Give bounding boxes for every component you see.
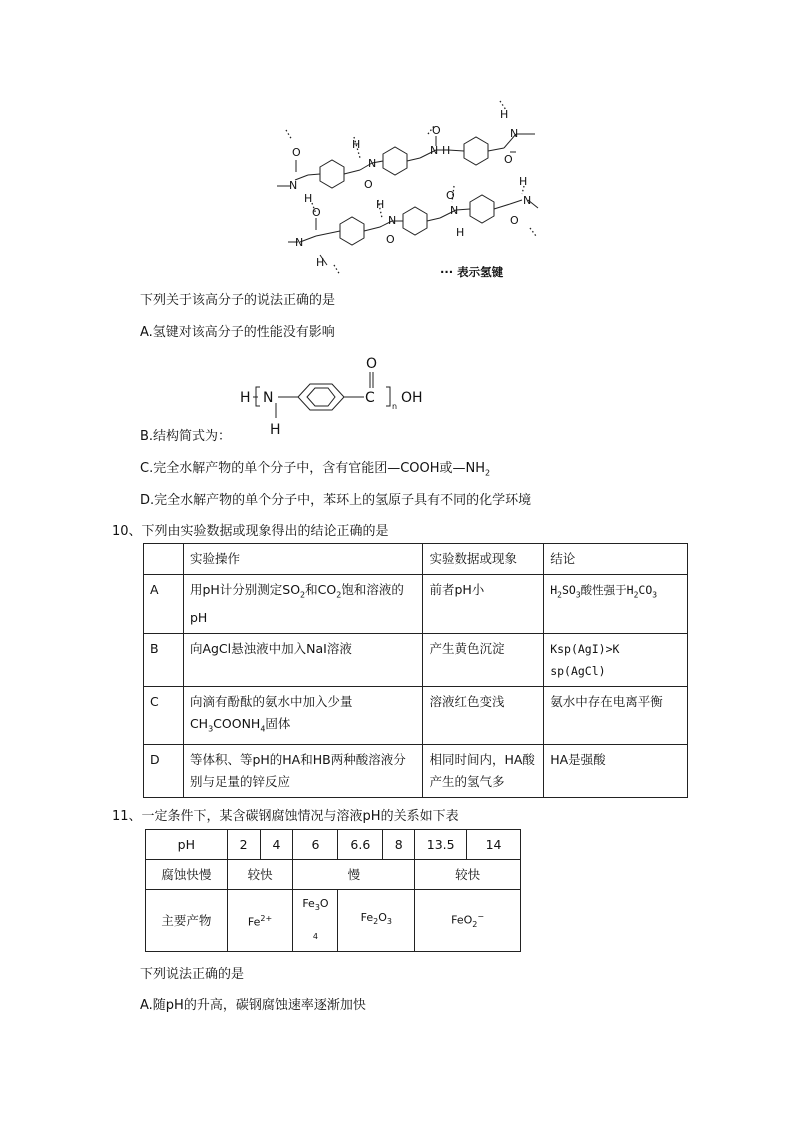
q9-option-c: C.完全水解产物的单个分子中，含有官能团—COOH或$—NH_2$	[140, 461, 491, 478]
atom-n: N	[295, 236, 304, 249]
atom-h: H	[500, 108, 509, 121]
atom-h: H	[376, 198, 385, 211]
table-row: D 等体积、等pH的HA和HB两种酸溶液分别与足量的锌反应 相同时间内，HA酸产生的氢气多 HA是强酸	[144, 745, 688, 798]
atom-o: O	[432, 124, 441, 137]
atom-h: H	[456, 226, 465, 239]
table-row: A 用pH计分别测定$SO_2$和$CO_2$饱和溶液的pH 前者pH小 $H_2SO_3$酸性强于$H_2CO_3$	[144, 575, 688, 634]
formula-oh: OH	[401, 390, 423, 406]
q11-lead: 下列说法正确的是	[140, 967, 245, 982]
atom-n: N	[388, 214, 397, 227]
formula-n: N	[263, 390, 274, 406]
atom-n: N	[368, 157, 377, 170]
q11-title: 11、一定条件下，某含碳钢腐蚀情况与溶液pH的关系如下表	[112, 809, 459, 824]
atom-h: H	[442, 144, 451, 157]
table-header-row: 实验操作 实验数据或现象 结论	[144, 544, 688, 575]
q10-title: 10、下列由实验数据或现象得出的结论正确的是	[112, 524, 389, 539]
structural-formula	[236, 354, 436, 440]
formula-o: O	[366, 356, 378, 372]
q9-option-b: B.结构简式为：	[140, 429, 232, 444]
atom-h: H	[352, 138, 361, 151]
polymer-structure-figure	[260, 90, 550, 285]
atom-h: H	[519, 175, 528, 188]
atom-h: H	[304, 192, 313, 205]
atom-h: H	[316, 256, 325, 269]
table-row: 主要产物 $Fe^{2+}$ $Fe_3O$ 4 $Fe_2O_3$ FeO$_2$−	[146, 890, 521, 952]
atom-o: O	[364, 178, 373, 191]
formula-c: C	[365, 390, 375, 406]
q10-table	[143, 543, 688, 798]
atom-n: N	[450, 204, 459, 217]
q11-table	[145, 829, 521, 952]
formula-subscript-n: n	[392, 402, 398, 411]
table-row: C 向滴有酚酞的氨水中加入少量 $CH_3COONH_4$固体 溶液红色变浅 氨水中存在电离平衡	[144, 686, 688, 745]
atom-o: O	[510, 214, 519, 227]
table-row: 腐蚀快慢 较快 慢 较快	[146, 860, 521, 890]
atom-o: O	[504, 153, 513, 166]
atom-o: O	[312, 206, 321, 219]
formula-h: H	[270, 422, 281, 438]
q9-option-d: D.完全水解产物的单个分子中，苯环上的氢原子具有不同的化学环境	[140, 493, 532, 508]
table-row: pH 2 4 6 6.6 8 13.5 14	[146, 830, 521, 860]
atom-o: O	[386, 233, 395, 246]
q11-option-a: A.随pH的升高，碳钢腐蚀速率逐渐加快	[140, 998, 366, 1013]
q9-lead: 下列关于该高分子的说法正确的是	[140, 293, 336, 308]
hydrogen-bond-legend: ··· 表示氢键	[440, 265, 504, 279]
atom-n: N	[430, 144, 439, 157]
atom-n: N	[523, 194, 532, 207]
q9-option-a: A.氢键对该高分子的性能没有影响	[140, 325, 335, 340]
atom-n: N	[289, 179, 298, 192]
atom-o: O	[446, 189, 455, 202]
formula-h: H	[240, 390, 251, 406]
atom-n: N	[510, 127, 519, 140]
atom-o: O	[292, 146, 301, 159]
table-row: B 向AgCl悬浊液中加入NaI溶液 产生黄色沉淀 Ksp(AgI)>K sp(AgCl)	[144, 633, 688, 686]
